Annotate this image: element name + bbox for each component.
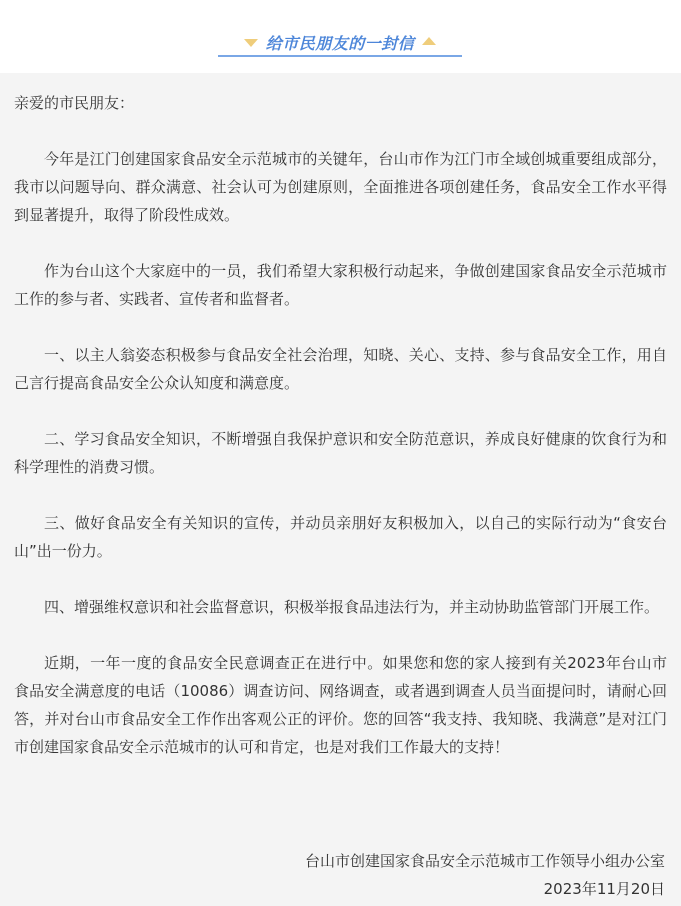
page-title: 给市民朋友的一封信 bbox=[265, 33, 415, 53]
triangle-up-icon bbox=[422, 37, 436, 45]
paragraph: 一、以主人翁姿态积极参与食品安全社会治理，知晓、关心、支持、参与食品安全工作，用自己言行提高食品安全公众认知度和满意度。 bbox=[14, 346, 667, 392]
letter-content bbox=[0, 73, 681, 906]
header bbox=[0, 0, 681, 72]
paragraph: 三、做好食品安全有关知识的宣传，并动员亲朋好友积极加入，以自己的实际行动为“食安台山”出一份力。 bbox=[14, 514, 667, 560]
greeting: 亲爱的市民朋友： bbox=[14, 94, 135, 112]
signature: 台山市创建国家食品安全示范城市工作领导小组办公室 bbox=[304, 852, 665, 870]
paragraph: 近期，一年一度的食品安全民意调查正在进行中。如果您和您的家人接到有关2023年台山市食品安全满意度的电话（10086）调查访问、网络调查，或者遇到调查人员当面提问时，请耐心回答，并对台山市食品安全工作作出客观公正的评价。您的回答“我支持、我知晓、我满意”是对江门市创建国家食品安全示范城市的认可和肯定，也是对我们工作最大的支持！ bbox=[14, 654, 667, 756]
paragraph: 二、学习食品安全知识，不断增强自我保护意识和安全防范意识，养成良好健康的饮食行为和科学理性的消费习惯。 bbox=[14, 430, 667, 476]
paragraph: 作为台山这个大家庭中的一员，我们希望大家积极行动起来，争做创建国家食品安全示范城市工作的参与者、实践者、宣传者和监督者。 bbox=[14, 262, 667, 308]
date: 2023年11月20日 bbox=[543, 880, 665, 898]
paragraph: 四、增强维权意识和社会监督意识，积极举报食品违法行为，并主动协助监管部门开展工作。 bbox=[44, 598, 660, 616]
paragraph: 今年是江门创建国家食品安全示范城市的关键年，台山市作为江门市全域创城重要组成部分，我市以问题导向、群众满意、社会认可为创建原则，全面推进各项创建任务，食品安全工作水平得到显著提升，取得了阶段性成效。 bbox=[14, 150, 667, 224]
triangle-down-icon bbox=[244, 39, 258, 47]
title-underline bbox=[218, 55, 462, 57]
